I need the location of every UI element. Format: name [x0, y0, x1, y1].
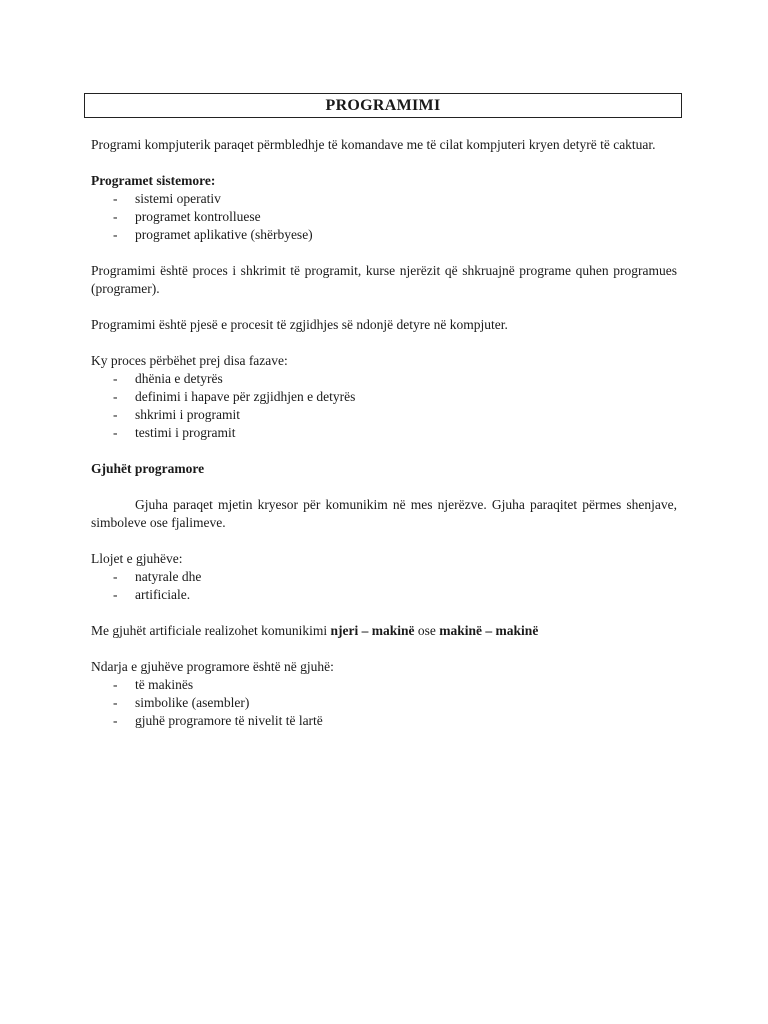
list-item: - sistemi operativ	[91, 190, 677, 208]
list-item: - natyrale dhe	[91, 568, 677, 586]
page-title: PROGRAMIMI	[325, 96, 441, 114]
list-item: - simbolike (asembler)	[91, 694, 677, 712]
communication-or: ose	[414, 623, 440, 638]
communication-text: Me gjuhët artificiale realizohet komunikimi	[91, 623, 331, 638]
list-item: - shkrimi i programit	[91, 406, 677, 424]
division-list	[91, 676, 677, 730]
system-programs-list	[91, 190, 677, 244]
list-item: - programet aplikative (shërbyese)	[91, 226, 677, 244]
system-programs-heading: Programet sistemore:	[91, 173, 216, 188]
intro-paragraph: Programi kompjuterik paraqet përmbledhje të komandave me të cilat kompjuteri kryen detyrë të caktuar.	[91, 137, 656, 152]
phases-list	[91, 370, 677, 442]
communication-human-machine: njeri – makinë	[330, 623, 415, 638]
language-types-list	[91, 568, 677, 604]
list-item: - programet kontrolluese	[91, 208, 677, 226]
list-item: - definimi i hapave për zgjidhjen e detyrës	[91, 388, 677, 406]
document-body	[91, 136, 677, 730]
language-types-intro: Llojet e gjuhëve:	[91, 551, 183, 566]
programming-paragraph: Programimi është proces i shkrimit të programit, kurse njerëzit që shkruajnë programe quhen programues (programer).	[91, 263, 677, 296]
communication-machine-machine: makinë – makinë	[439, 623, 539, 638]
languages-heading: Gjuhët programore	[91, 461, 205, 476]
languages-paragraph: Gjuha paraqet mjetin kryesor për komunikim në mes njerëzve. Gjuha paraqitet përmes shenjave, simboleve ose fjalimeve.	[91, 497, 677, 530]
list-item: - testimi i programit	[91, 424, 677, 442]
list-item: - artificiale.	[91, 586, 677, 604]
process-part-paragraph: Programimi është pjesë e procesit të zgjidhjes së ndonjë detyre në kompjuter.	[91, 317, 508, 332]
title-box	[84, 93, 682, 118]
list-item: - dhënia e detyrës	[91, 370, 677, 388]
communication-paragraph	[91, 622, 677, 640]
division-intro: Ndarja e gjuhëve programore është në gjuhë:	[91, 659, 334, 674]
phases-intro: Ky proces përbëhet prej disa fazave:	[91, 353, 288, 368]
list-item: - të makinës	[91, 676, 677, 694]
list-item: - gjuhë programore të nivelit të lartë	[91, 712, 677, 730]
